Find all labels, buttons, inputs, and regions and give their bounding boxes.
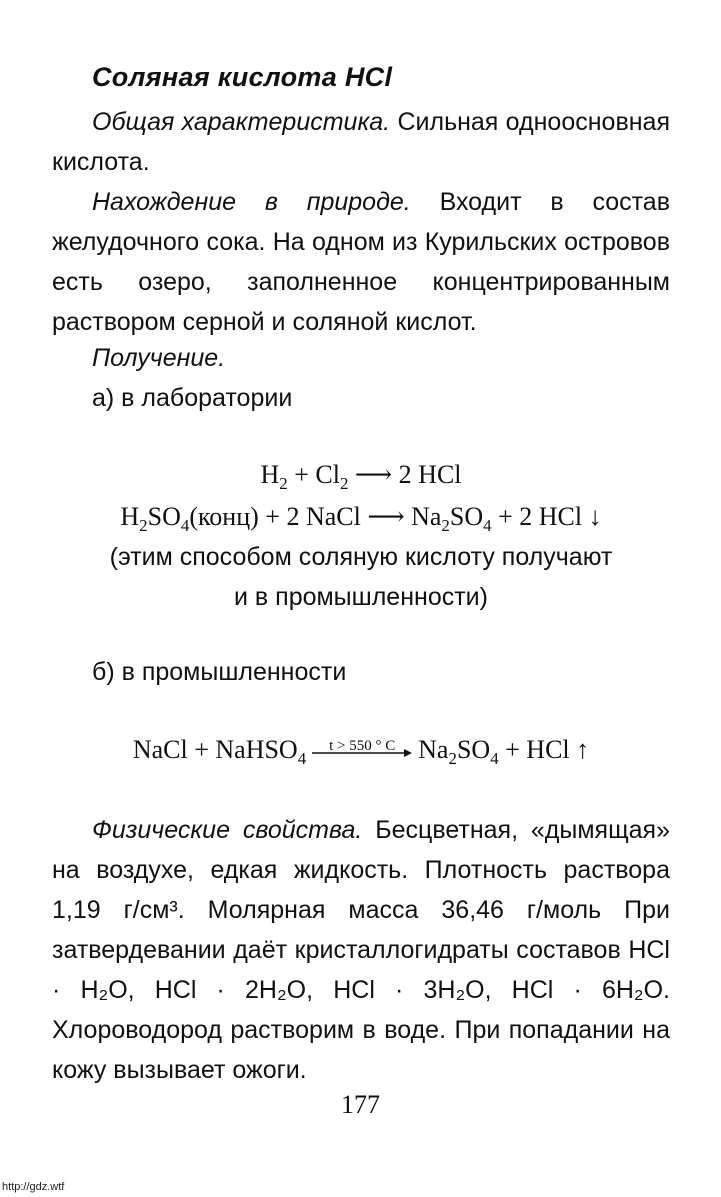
reaction-condition: t > 550 ° C <box>329 738 396 755</box>
reaction-arrow <box>312 740 412 764</box>
page-number: 177 <box>341 1090 380 1119</box>
production-heading: Получение. <box>92 344 226 372</box>
industry-label: б) в промышленности <box>92 658 347 686</box>
section-title: Соляная кислота HCl <box>92 62 393 92</box>
physical-text: Бесцветная, «дымящая» на воздухе, едкая жидкость. Плотность раствора 1,19 г/см³. Молярная масса 36,46 г/моль При затвердевании даёт кристаллогидраты составов HCl · H₂O, HCl · 2H₂O, HCl · 3H₂O, HCl · 6H₂O. Хлороводород растворим в воде. При попадании на кожу вызывает ожоги. <box>52 816 670 1084</box>
lab-label: а) в лаборатории <box>92 384 293 412</box>
footer-url[interactable]: http://gdz.wtf <box>2 1181 65 1193</box>
nature-paragraph <box>52 182 670 342</box>
nature-lead: Нахождение в природе. <box>92 188 411 216</box>
lab-note-line2: и в промышленности) <box>234 583 488 611</box>
general-lead: Общая характеристика. <box>92 108 391 136</box>
general-text: Сильная одноосновная кислота. <box>52 108 670 176</box>
reaction-h2-cl2: $H_2 + Cl_2$ ⟶ 2 HCl <box>260 460 462 493</box>
lab-note-line1: (этим способом соляную кислоту получают <box>109 543 613 571</box>
reaction-h2so4-nacl: $H_2SO_4(конц) + 2$ NaCl ⟶ $Na_2SO_4 + 2$ HCl ↓ <box>120 502 602 535</box>
general-paragraph <box>52 102 670 182</box>
physical-lead: Физические свойства. <box>92 816 363 844</box>
nature-text: Входит в состав желудочного сока. На одном из Курильских островов есть озеро, заполненное концентрированным раствором серной и соляной кислот. <box>52 188 670 336</box>
physical-paragraph <box>52 810 670 1090</box>
reaction-nacl-nahso4: NaCl + NaHSO$_4$ t > 550 ° C $Na_2SO_4$ + HCl ↑ <box>52 730 670 770</box>
